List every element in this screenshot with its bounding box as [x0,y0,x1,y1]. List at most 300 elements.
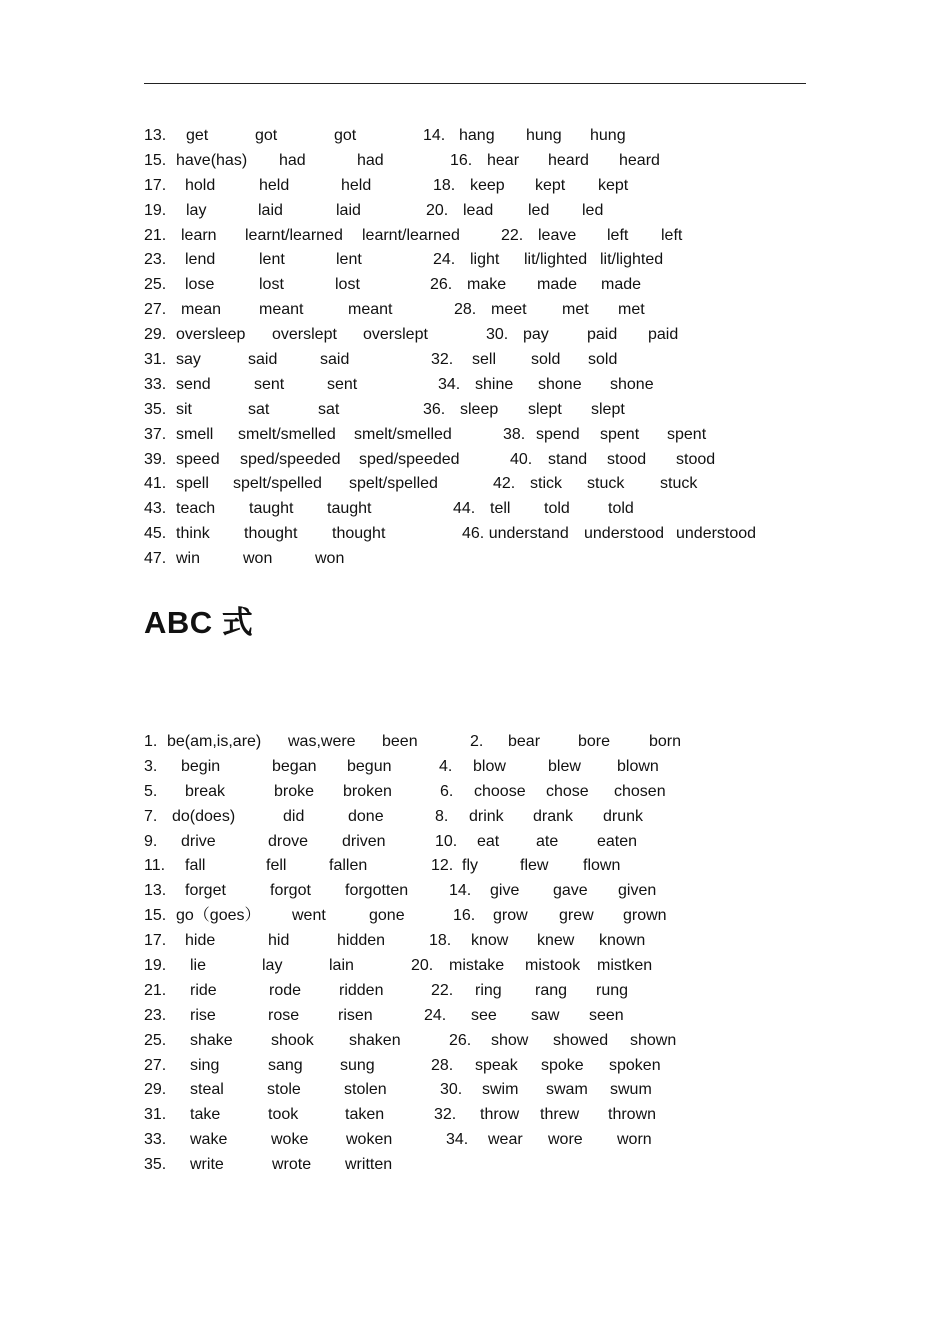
verb-base-form: oversleep [176,326,246,344]
verb-past-tense: taught [249,500,294,518]
verb-past-tense: drank [533,807,574,825]
verb-base-form: sell [472,351,497,369]
verb-past-tense: went [292,907,326,925]
verb-number: 38. [503,425,526,443]
verb-past-participle: heard [619,151,660,169]
verb-base-form: shake [190,1031,233,1049]
verb-number: 23. [144,251,167,269]
verb-row [144,1029,824,1054]
verb-number: 10. [435,832,458,850]
verb-base-form: give [490,882,520,900]
verb-past-participle: sung [340,1056,375,1074]
verb-number: 31. [144,1106,167,1124]
verb-number: 28. [431,1056,454,1074]
verb-base-form: say [176,351,201,369]
verb-row [144,547,824,572]
verb-base-form: fall [185,857,206,875]
verb-past-tense: slept [528,400,562,418]
verb-past-participle: eaten [597,832,638,850]
verb-number: 15. [144,907,167,925]
verb-base-form: stick [530,475,562,493]
verb-past-participle: driven [342,832,386,850]
verb-number: 22. [501,226,524,244]
verb-base-form: light [470,251,500,269]
verb-row [144,730,824,755]
verb-past-participle: overslept [363,326,428,344]
verb-past-participle: hung [590,127,626,144]
verb-number: 5. [144,782,158,800]
verb-number: 43. [144,500,167,518]
verb-past-participle: laid [336,201,361,219]
verb-past-participle: ridden [339,981,384,999]
verb-base-form: sit [176,400,192,418]
verb-past-participle: stolen [344,1081,387,1099]
verb-past-participle: sat [318,400,340,418]
verb-number: 16. [453,907,476,925]
verb-past-tense: gave [553,882,588,900]
verb-past-participle: spoken [609,1056,661,1074]
verb-number: 6. [440,782,454,800]
verb-base-form: speed [176,450,220,468]
verb-past-participle: understood [676,525,757,543]
verb-base-form: hang [459,127,495,144]
verb-past-participle: flown [583,857,621,875]
verb-number: 40. [510,450,533,468]
verb-past-participle: woken [346,1131,393,1149]
verb-past-tense: showed [553,1031,609,1049]
verb-number: 9. [144,832,158,850]
verb-number: 35. [144,1156,167,1174]
verb-row [144,954,824,979]
verb-number: 26. [430,276,453,294]
verb-base-form: shine [475,375,514,393]
header-rule [144,83,806,84]
verb-past-participle: begun [347,757,392,775]
verb-past-tense: broke [274,782,315,800]
verb-row [144,248,824,273]
verb-past-tense: chose [546,782,589,800]
verb-base-form: learn [181,226,217,244]
verb-number: 34. [446,1131,469,1149]
verb-base-form: lay [186,201,207,219]
verb-past-participle: lost [335,276,360,294]
verb-number: 47. [144,550,167,568]
verb-past-participle: stuck [660,475,698,493]
verb-base-form: bear [508,733,541,750]
verb-row [144,199,824,224]
verb-number: 23. [144,1006,167,1024]
verb-list-section-b [144,730,824,1178]
verb-number: 44. [453,500,476,518]
verb-number: 24. [424,1006,447,1024]
verb-base-form: make [467,276,507,294]
verb-number: 1. [144,733,158,750]
verb-row [144,224,824,249]
verb-row [144,298,824,323]
verb-number: 29. [144,1081,167,1099]
verb-past-participle: taught [327,500,372,518]
verb-past-participle: led [582,201,604,219]
verb-number: 33. [144,375,167,393]
verb-number: 14. [449,882,472,900]
verb-past-tense: sent [254,375,285,393]
verb-number: 7. [144,807,158,825]
verb-past-tense: spoke [541,1056,584,1074]
verb-past-tense: saw [531,1006,560,1024]
verb-base-form: lose [185,276,215,294]
verb-base-form: speak [475,1056,518,1074]
verb-past-tense: spent [600,425,640,443]
verb-past-participle: taken [345,1106,385,1124]
verb-base-form: lead [463,201,494,219]
verb-past-participle: known [599,932,646,950]
verb-past-tense: had [279,151,306,169]
verb-past-participle: slept [591,400,625,418]
verb-row [144,904,824,929]
verb-base-form: take [190,1106,221,1124]
verb-row [144,448,824,473]
verb-row [144,780,824,805]
verb-past-participle: meant [348,301,393,319]
verb-base-form: show [491,1031,529,1049]
verb-past-participle: been [382,733,418,750]
verb-number: 33. [144,1131,167,1149]
verb-past-tense: made [537,276,578,294]
verb-number: 19. [144,201,167,219]
verb-row [144,1103,824,1128]
verb-number: 25. [144,276,167,294]
verb-base-form: hide [185,932,216,950]
verb-number: 32. [431,351,454,369]
verb-row [144,522,824,547]
verb-number: 13. [144,127,167,144]
verb-past-participle: grown [623,907,667,925]
verb-row [144,1153,824,1178]
verb-number: 16. [450,151,473,169]
verb-past-tense: knew [537,932,575,950]
verb-number: 27. [144,1056,167,1074]
verb-past-tense: hung [526,127,562,144]
verb-past-participle: spelt/spelled [349,475,438,493]
verb-base-form: spell [176,475,209,493]
verb-number: 32. [434,1106,457,1124]
verb-number: 20. [411,957,434,975]
verb-row [144,1054,824,1079]
verb-row [144,273,824,298]
verb-past-participle: blown [617,757,659,775]
verb-past-tense: did [283,807,305,825]
verb-past-participle: forgotten [345,882,409,900]
verb-past-tense: stole [267,1081,301,1099]
verb-past-tense: lost [259,276,284,294]
verb-base-form: go（goes） [176,907,261,925]
verb-past-participle: sold [588,351,618,369]
verb-row [144,1078,824,1103]
verb-past-tense: bore [578,733,611,750]
verb-past-tense: rode [269,981,302,999]
verb-row [144,323,824,348]
verb-past-participle: done [348,807,384,825]
verb-number: 28. [454,301,477,319]
verb-past-participle: met [618,301,645,319]
verb-number: 11. [144,857,166,875]
verb-number: 19. [144,957,167,975]
verb-base-form: be(am,is,are) [167,733,262,750]
verb-row [144,979,824,1004]
verb-number: 18. [429,932,452,950]
verb-past-participle: given [618,882,657,900]
verb-base-form: drink [469,807,504,825]
verb-past-participle: rung [596,981,629,999]
verb-row [144,497,824,522]
verb-past-participle: left [661,226,683,244]
verb-base-form: hold [185,176,216,194]
verb-past-participle: shown [630,1031,677,1049]
verb-past-tense: understood [584,525,665,543]
verb-base-form: pay [523,326,549,344]
verb-past-tense: rang [535,981,568,999]
verb-past-tense: overslept [272,326,337,344]
verb-past-tense: lit/lighted [524,251,588,269]
verb-number: 31. [144,351,167,369]
verb-number: 22. [431,981,454,999]
verb-past-participle: smelt/smelled [354,425,452,443]
section-heading: ABC 式 [144,605,254,640]
verb-number: 3. [144,757,158,775]
verb-number: 4. [439,757,453,775]
verb-number: 17. [144,932,167,950]
verb-base-form: mean [181,301,222,319]
verb-past-participle: lent [336,251,362,269]
verb-past-tense: thought [244,525,298,543]
verb-number: 21. [144,981,167,999]
verb-past-tense: smelt/smelled [238,425,336,443]
verb-past-tense: began [272,757,317,775]
verb-past-tense: got [255,127,278,144]
verb-number: 2. [470,733,484,750]
verb-row [144,423,824,448]
verb-base-form: eat [477,832,500,850]
verb-past-participle: made [601,276,642,294]
verb-number: 8. [435,807,449,825]
verb-past-participle: had [357,151,384,169]
verb-past-participle: shone [610,375,654,393]
verb-past-participle: paid [648,326,679,344]
verb-past-tense: sped/speeded [240,450,341,468]
verb-past-tense: sold [531,351,561,369]
verb-base-form: smell [176,425,214,443]
verb-past-tense: wrote [272,1156,312,1174]
verb-past-participle: sped/speeded [359,450,460,468]
verb-base-form: begin [181,757,221,775]
verb-number: 30. [440,1081,463,1099]
verb-base-form: drive [181,832,216,850]
verb-past-tense: stuck [587,475,625,493]
verb-number: 26. [449,1031,472,1049]
verb-base-form: mistake [449,957,505,975]
verb-list-section-a [144,124,824,572]
verb-base-form: grow [493,907,528,925]
verb-row [144,124,824,149]
verb-past-participle: held [341,176,372,194]
verb-base-form: ring [475,981,502,999]
verb-past-participle: thrown [608,1106,657,1124]
verb-number: 27. [144,301,167,319]
verb-past-tense: forgot [270,882,311,900]
verb-past-participle: sent [327,375,358,393]
verb-base-form: sleep [460,400,499,418]
verb-base-form: teach [176,500,216,518]
verb-past-tense: spelt/spelled [233,475,322,493]
verb-past-participle: seen [589,1006,624,1024]
verb-number: 42. [493,475,516,493]
verb-row [144,879,824,904]
verb-past-tense: held [259,176,290,194]
verb-base-form: stand [548,450,588,468]
verb-number: 20. [426,201,449,219]
verb-number: 15. [144,151,167,169]
verb-past-participle: chosen [614,782,666,800]
verb-number: 25. [144,1031,167,1049]
verb-past-participle: gone [369,907,405,925]
verb-past-participle: risen [338,1006,373,1024]
verb-number: 13. [144,882,167,900]
verb-past-tense: woke [271,1131,309,1149]
verb-past-participle: hidden [337,932,386,950]
verb-base-form: blow [473,757,506,775]
verb-row [144,854,824,879]
verb-row [144,755,824,780]
verb-row [144,472,824,497]
verb-past-tense: mistook [525,957,581,975]
verb-base-form: rise [190,1006,216,1024]
verb-past-participle: fallen [329,857,368,875]
verb-past-tense: ate [536,832,559,850]
verb-past-tense: swam [546,1081,588,1099]
verb-past-participle: said [320,351,350,369]
verb-number: 37. [144,425,167,443]
verb-past-tense: paid [587,326,618,344]
verb-past-tense: said [248,351,278,369]
verb-past-tense: met [562,301,589,319]
verb-past-tense: meant [259,301,304,319]
verb-past-participle: written [345,1156,393,1174]
verb-number: 45. [144,525,167,543]
verb-past-participle: got [334,127,357,144]
verb-past-participle: shaken [349,1031,401,1049]
verb-base-form: swim [482,1081,519,1099]
verb-number: 29. [144,326,167,344]
verb-past-participle: drunk [603,807,644,825]
verb-past-tense: flew [520,857,549,875]
verb-base-form: forget [185,882,226,900]
verb-past-participle: born [649,733,682,750]
verb-base-form: meet [491,301,527,319]
verb-row [144,805,824,830]
verb-number: 12. [431,857,454,875]
verb-past-tense: led [528,201,550,219]
verb-past-participle: worn [617,1131,652,1149]
verb-past-participle: stood [676,450,716,468]
verb-past-tense: hid [268,932,290,950]
verb-base-form: think [176,525,210,543]
verb-past-tense: learnt/learned [245,226,343,244]
verb-base-form: know [471,932,509,950]
verb-past-participle: kept [598,176,629,194]
verb-base-form: keep [470,176,505,194]
verb-past-tense: took [268,1106,299,1124]
verb-past-tense: laid [258,201,283,219]
verb-base-form: ride [190,981,217,999]
verb-base-form: send [176,375,211,393]
verb-past-tense: kept [535,176,566,194]
verb-past-participle: spent [667,425,707,443]
verb-number: 24. [433,251,456,269]
verb-past-tense: lay [262,957,283,975]
verb-row [144,1128,824,1153]
verb-row [144,929,824,954]
verb-number: 30. [486,326,509,344]
verb-past-tense: sang [268,1056,303,1074]
verb-base-form: choose [474,782,526,800]
verb-base-form: tell [490,500,511,518]
verb-past-tense: told [544,500,570,518]
verb-base-form: lie [190,957,207,975]
verb-base-form: leave [538,226,577,244]
verb-base-form: write [190,1156,224,1174]
verb-row [144,830,824,855]
verb-base-form: sing [190,1056,220,1074]
verb-past-tense: shook [271,1031,314,1049]
verb-past-tense: threw [540,1106,580,1124]
verb-number: 17. [144,176,167,194]
verb-row [144,348,824,373]
verb-base-form: break [185,782,226,800]
verb-past-tense: stood [607,450,647,468]
verb-number: 14. [423,127,446,144]
verb-past-participle: learnt/learned [362,226,460,244]
verb-number: 34. [438,375,461,393]
verb-base-form: wake [190,1131,228,1149]
verb-base-form: get [186,127,209,144]
verb-past-participle: thought [332,525,386,543]
verb-number: 35. [144,400,167,418]
verb-past-tense: was,were [288,733,356,750]
verb-number: 36. [423,400,446,418]
verb-base-form: steal [190,1081,224,1099]
verb-past-tense: lent [259,251,285,269]
verb-past-tense: fell [266,857,287,875]
verb-number: 21. [144,226,167,244]
verb-past-tense: heard [548,151,589,169]
verb-past-tense: left [607,226,629,244]
verb-past-tense: blew [548,757,581,775]
verb-base-form: lend [185,251,216,269]
verb-row [144,373,824,398]
verb-row [144,1004,824,1029]
verb-base-form: win [176,550,201,568]
verb-past-tense: grew [559,907,594,925]
verb-past-participle: mistken [597,957,653,975]
verb-past-participle: won [315,550,345,568]
verb-past-tense: won [243,550,273,568]
verb-base-form: wear [488,1131,523,1149]
verb-row [144,398,824,423]
verb-number: 46. understand [462,525,569,543]
verb-base-form: do(does) [172,807,236,825]
verb-number: 41. [144,475,167,493]
verb-past-tense: wore [548,1131,583,1149]
